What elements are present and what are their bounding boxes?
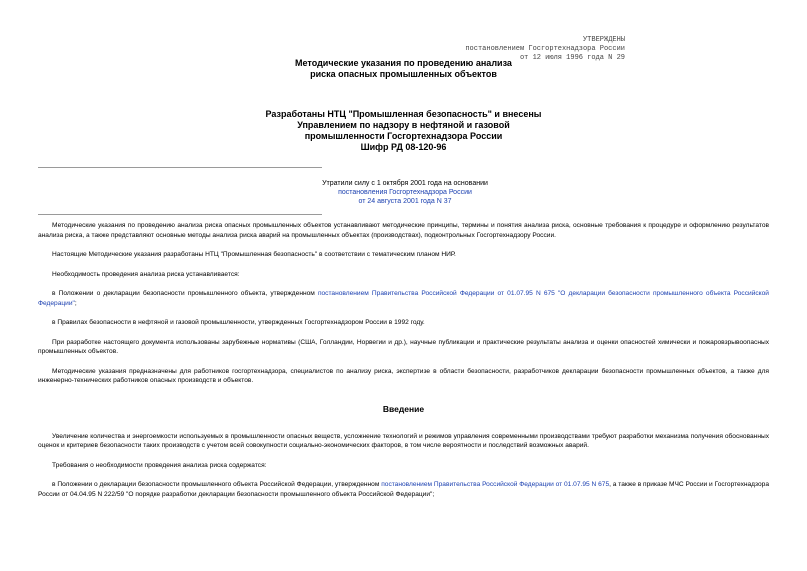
paragraph [38,289,769,308]
status-note [240,179,570,206]
decree-link[interactable]: постановлением Правительства Российской Федерации от 01.07.95 N 675 "О декларации безопасности промышленного объекта Российской Федерации" [38,290,769,307]
document-body [38,221,769,499]
developer-line: Управлением по надзору в нефтяной и газовой [297,120,510,130]
paragraph: Настоящие Методические указания разработаны НТЦ "Промышленная безопасность" в соответствии с тематическим планом НИР. [52,251,456,258]
paragraph-text: в Положении о декларации безопасности промышленного объекта Российской Федерации, утвержденном [52,481,382,488]
status-text: Утратили силу с 1 октября 2001 года на основании [322,180,488,187]
paragraph-text: в Положении о декларации безопасности промышленного объекта, утвержденном [52,290,318,297]
paragraph: Увеличение количества и энергоемкости используемых в промышленности опасных веществ, усложнение технологий и режимов управления современными производствами требуют разработки механизма получения обоснованных оценок и критериев безопасности таких производств с учетом всей совокупности социально-экономических факторов, в том числе вероятности и последствий возможных аварий. [38,432,769,449]
paragraph: в Правилах безопасности в нефтяной и газовой промышленности, утвержденных Госгортехнадзором России в 1992 году. [52,319,425,326]
title-line: Методические указания по проведению анализа [295,58,512,68]
developer-block [0,109,807,153]
status-link[interactable]: постановления Госгортехнадзора России [338,189,472,196]
paragraph: Требования о необходимости проведения анализа риска содержатся: [52,461,267,469]
document-title [0,58,807,80]
developer-line: промышленности Госгортехнадзора России [304,131,503,141]
developer-line: Разработаны НТЦ "Промышленная безопасность" и внесены [265,109,542,119]
paragraph [38,480,769,499]
section-heading: Введение [382,403,425,414]
document-code: Шифр РД 08-120-96 [360,142,447,152]
decree-link[interactable]: постановлением Правительства Российской Федерации от 01.07.95 N 675 [381,481,610,488]
paragraph-text: , а также в приказе МЧС России и Госгортехнадзора России от 04.04.95 N 222/59 "О порядке разработки декларации безопасности промышленного объекта Российской Федерации"; [38,481,769,498]
paragraph: Необходимость проведения анализа риска устанавливается: [52,270,240,278]
paragraph-text: ; [74,299,77,307]
approval-line: УТВЕРЖДЕНЫ [582,36,625,44]
paragraph: Методические указания по проведению анализа риска опасных промышленных объектов устанавливают методические принципы, термины и понятия анализа риска, основные требования к процедуре и оформлению результатов анализа риска, а также представляют основные методы анализа риска аварий на промышленных объектах (производствах), подконтрольных Госгортехнадзору России. [38,222,769,239]
approval-line: от 12 июля 1996 года N 29 [519,54,625,62]
approval-line: постановлением Госгортехнадзора России [465,45,625,53]
status-link-date[interactable]: от 24 августа 2001 года N 37 [358,198,452,205]
divider-bottom [38,214,322,215]
divider-top [38,167,322,168]
paragraph: При разработке настоящего документа использованы зарубежные нормативы (США, Голландии, Норвегии и др.), научные публикации и практические результаты анализа и оценки опасностей химически и пожаровзрывоопасных промышленных объектов. [38,338,769,355]
title-line: риска опасных промышленных объектов [310,69,497,79]
paragraph: Методические указания предназначены для работников госгортехнадзора, специалистов по анализу риска, экспертизе в области безопасности, разработчиков декларации безопасности промышленных объектов, а также для инженерно-технических работников опасных производств и объектов. [38,367,769,384]
